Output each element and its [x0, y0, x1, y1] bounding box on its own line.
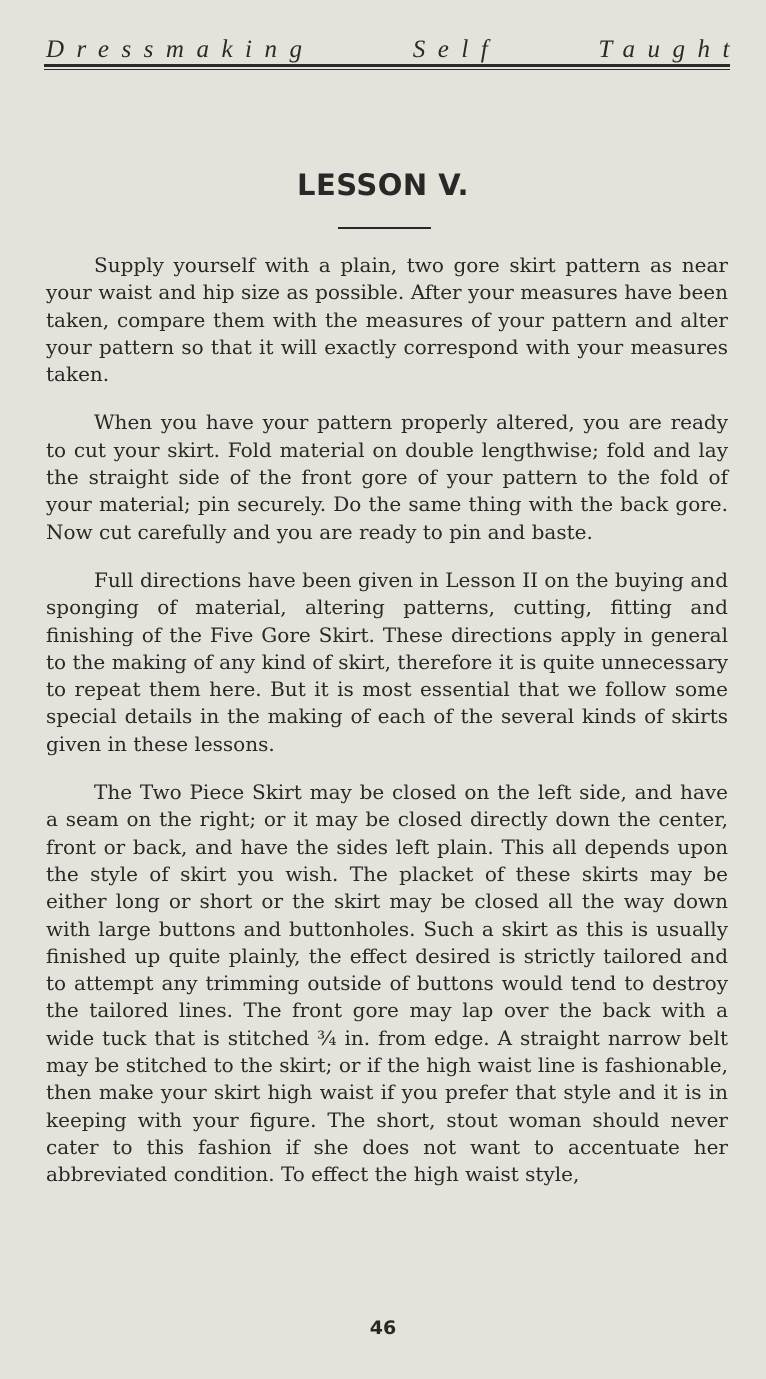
page-number: 46 [369, 1317, 397, 1339]
paragraph: The Two Piece Skirt may be closed on the left side, and have a seam on the right; or it may be closed directly down the center, front or back, and have the sides left plain. This all depends upon the style of skirt you wish. The placket of these skirts may be either long or short or the skirt may be closed all the way down with large buttons and buttonholes. Such a skirt as this is usually finished up quite plainly, the effect desired is strictly tailored and to attempt any trimming outside of buttons would tend to destroy the tailored lines. The front gore may lap over the back with a wide tuck that is stitched ¾ in. from edge. A straight narrow belt may be stitched to the skirt; or if the high waist line is fashionable, then make your skirt high waist if you prefer that style and it is in keeping with your figure. The short, stout woman should never cater to this fashion if she does not want to accentuate her abbreviated condition. To effect the high waist style, [46, 780, 728, 1187]
paragraph: Supply yourself with a plain, two gore skirt pattern as near your waist and hip size as possible. After your measures have been taken, compare them with the measures of your pattern and alter your pattern so that it will exactly correspond with your measures taken. [46, 253, 728, 387]
running-head [46, 30, 742, 64]
body-text [46, 252, 728, 1210]
running-head-word: Taught [598, 36, 742, 63]
header-rule [44, 64, 730, 67]
header-rule-thin [44, 69, 730, 70]
lesson-title: LESSON V. [296, 168, 469, 202]
title-underline [338, 227, 431, 229]
paragraph: When you have your pattern properly altered, you are ready to cut your skirt. Fold material on double lengthwise; fold and lay the straight side of the front gore of your pattern to the fold of your material; pin securely. Do the same thing with the back gore. Now cut carefully and you are ready to pin and baste. [46, 410, 728, 544]
running-head-word: Self [412, 36, 501, 63]
running-head-word: Dressmaking [46, 36, 315, 63]
paragraph: Full directions have been given in Lesson II on the buying and sponging of material, altering patterns, cutting, fitting and finishing of the Five Gore Skirt. These directions apply in general to the making of any kind of skirt, therefore it is quite unnecessary to repeat them here. But it is most essential that we follow some special details in the making of each of the several kinds of skirts given in these lessons. [46, 567, 728, 756]
